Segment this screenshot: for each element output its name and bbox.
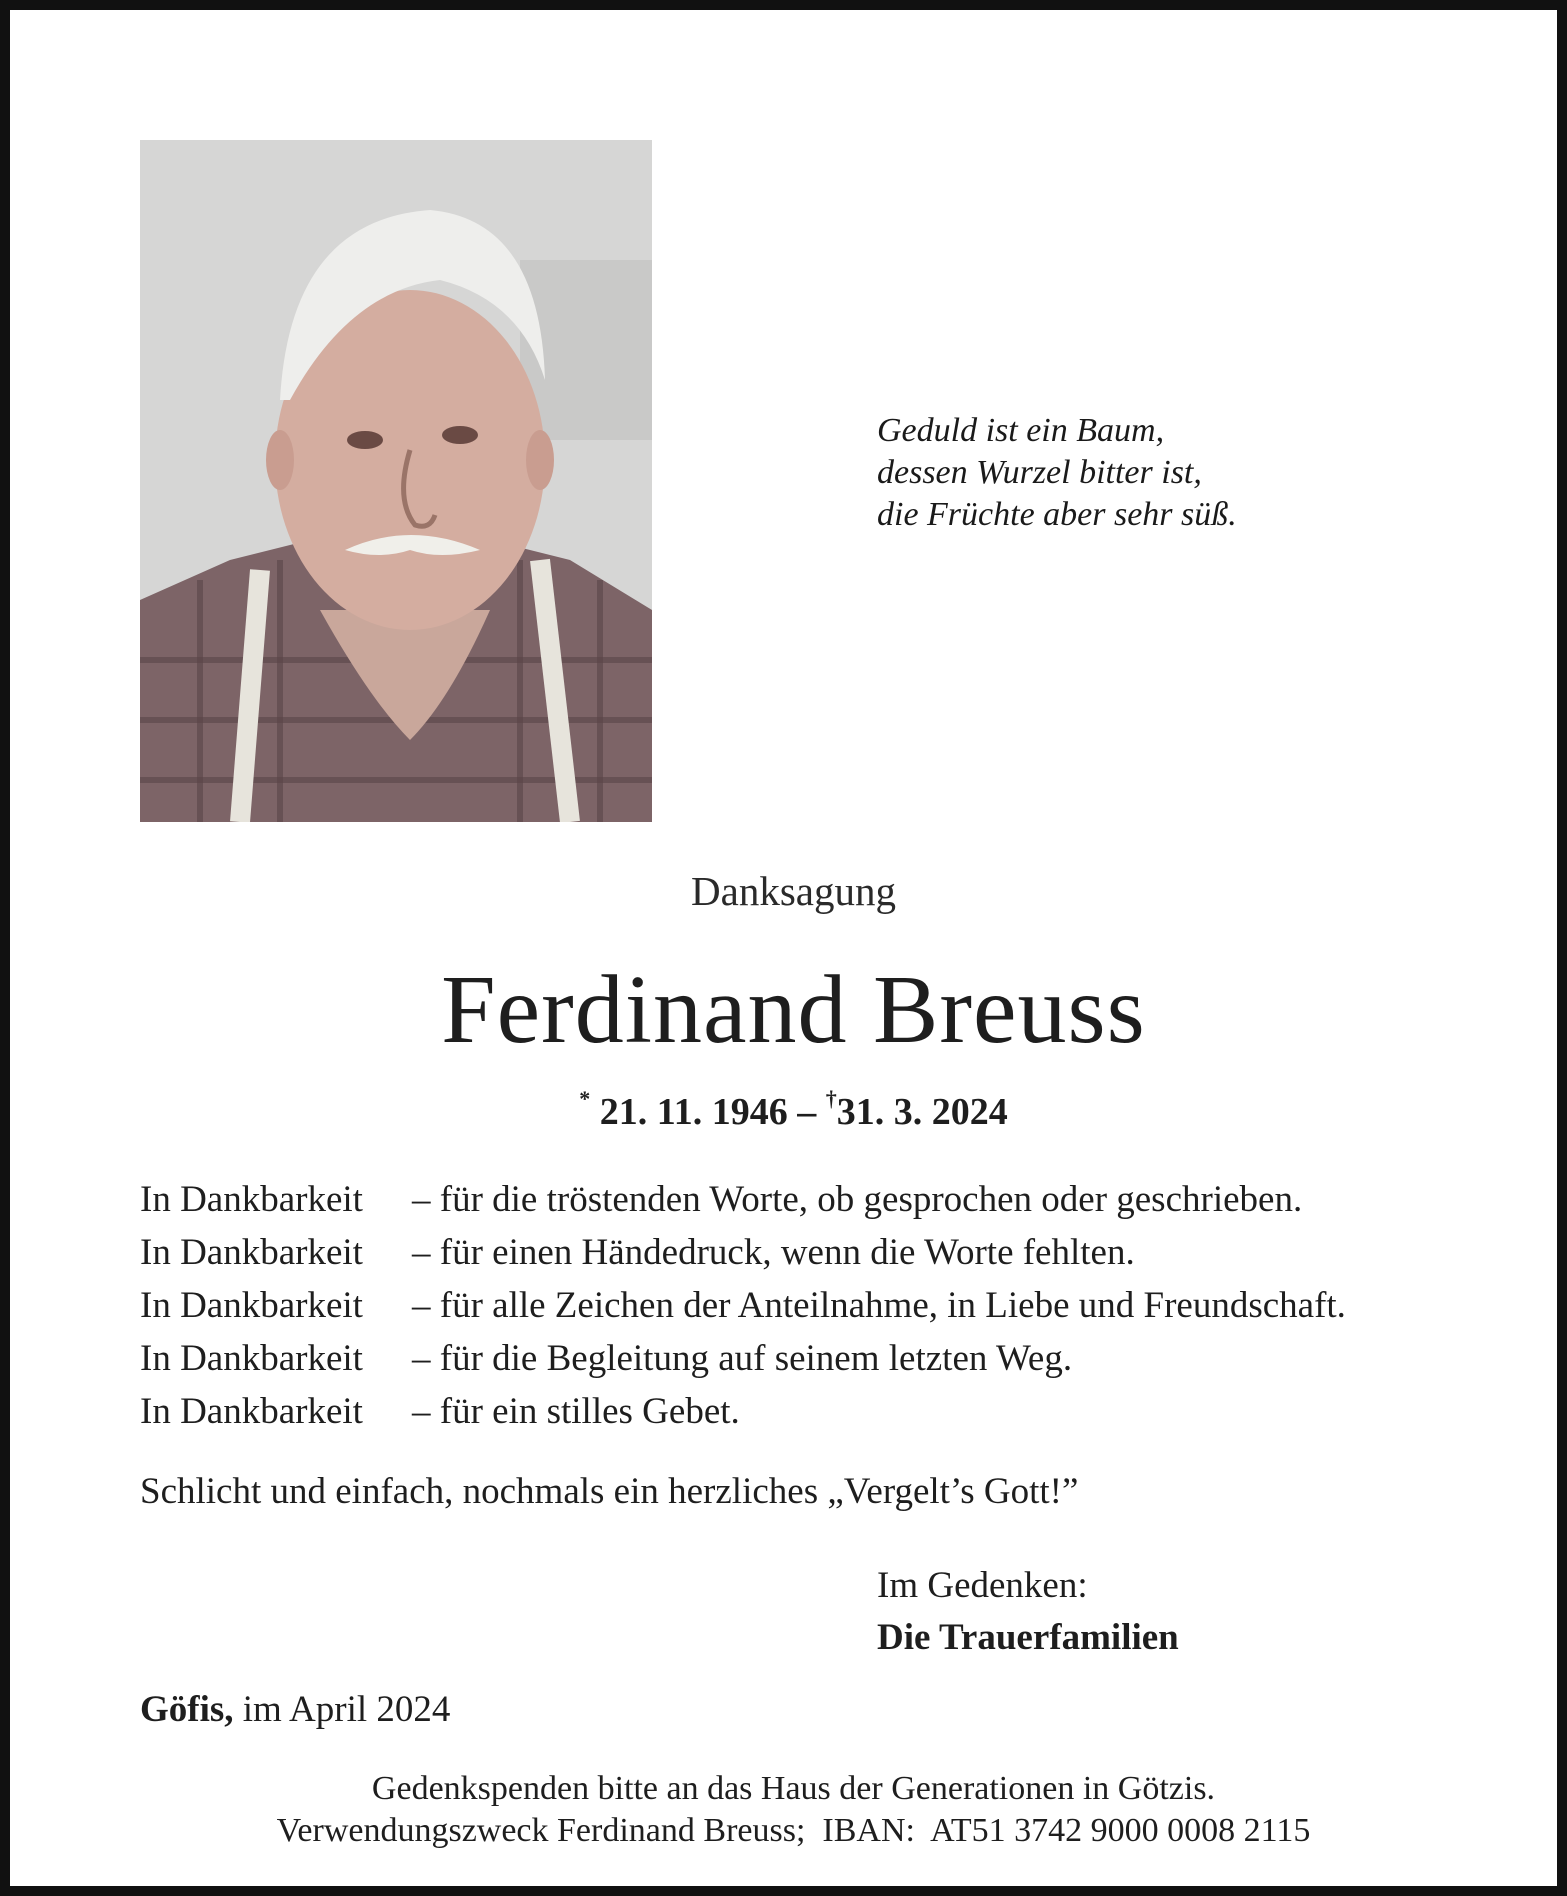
thanks-text: – für die Begleitung auf seinem letzten Weg.	[412, 1338, 1073, 1379]
deceased-name: Ferdinand Breuss	[441, 956, 1146, 1064]
life-dates	[10, 1086, 1567, 1134]
thanks-line	[140, 1385, 1346, 1438]
thanks-text: – für die tröstenden Worte, ob gesprochen oder geschrieben.	[412, 1179, 1303, 1220]
thanks-line	[140, 1226, 1346, 1279]
thanks-line	[140, 1279, 1346, 1332]
thanks-lead: In Dankbarkeit	[140, 1391, 363, 1432]
portrait-image	[140, 140, 652, 822]
thanks-lead: In Dankbarkeit	[140, 1285, 363, 1326]
quote-line: dessen Wurzel bitter ist,	[877, 454, 1202, 491]
thanks-lead: In Dankbarkeit	[140, 1338, 363, 1379]
family-signature: Die Trauerfamilien	[877, 1617, 1179, 1658]
thanks-list	[140, 1173, 1346, 1438]
thanks-text: – für alle Zeichen der Anteilnahme, in Liebe und Freundschaft.	[412, 1285, 1346, 1326]
place-town: Göfis,	[140, 1689, 234, 1730]
thanks-text: – für einen Händedruck, wenn die Worte fehlten.	[412, 1232, 1135, 1273]
thanks-lead: In Dankbarkeit	[140, 1179, 363, 1220]
heading-danksagung: Danksagung	[691, 868, 896, 914]
death-date: 31. 3. 2024	[836, 1091, 1008, 1133]
quote-line: Geduld ist ein Baum,	[877, 412, 1165, 449]
birth-mark: *	[579, 1086, 591, 1112]
memory-label: Im Gedenken:	[877, 1565, 1088, 1606]
birth-date: 21. 11. 1946	[599, 1091, 788, 1133]
thanks-line	[140, 1332, 1346, 1385]
donation-line: Gedenkspenden bitte an das Haus der Generationen in Götzis.	[371, 1770, 1216, 1807]
place-date-text: im April 2024	[242, 1689, 451, 1730]
date-separator: –	[797, 1091, 817, 1133]
quote-block	[877, 410, 1237, 536]
death-mark: †	[825, 1086, 837, 1112]
portrait-photo	[140, 140, 652, 822]
donation-note	[10, 1768, 1567, 1852]
place-date	[140, 1688, 450, 1731]
donation-line: Verwendungszweck Ferdinand Breuss; IBAN: AT51 3742 9000 0008 2115	[276, 1812, 1311, 1849]
thanks-lead: In Dankbarkeit	[140, 1232, 363, 1273]
thanks-line	[140, 1173, 1346, 1226]
closing-line: Schlicht und einfach, nochmals ein herzliches „Vergelt’s Gott!”	[140, 1471, 1079, 1512]
thanks-text: – für ein stilles Gebet.	[412, 1391, 740, 1432]
quote-line: die Früchte aber sehr süß.	[877, 496, 1237, 533]
memory-block	[877, 1560, 1179, 1664]
